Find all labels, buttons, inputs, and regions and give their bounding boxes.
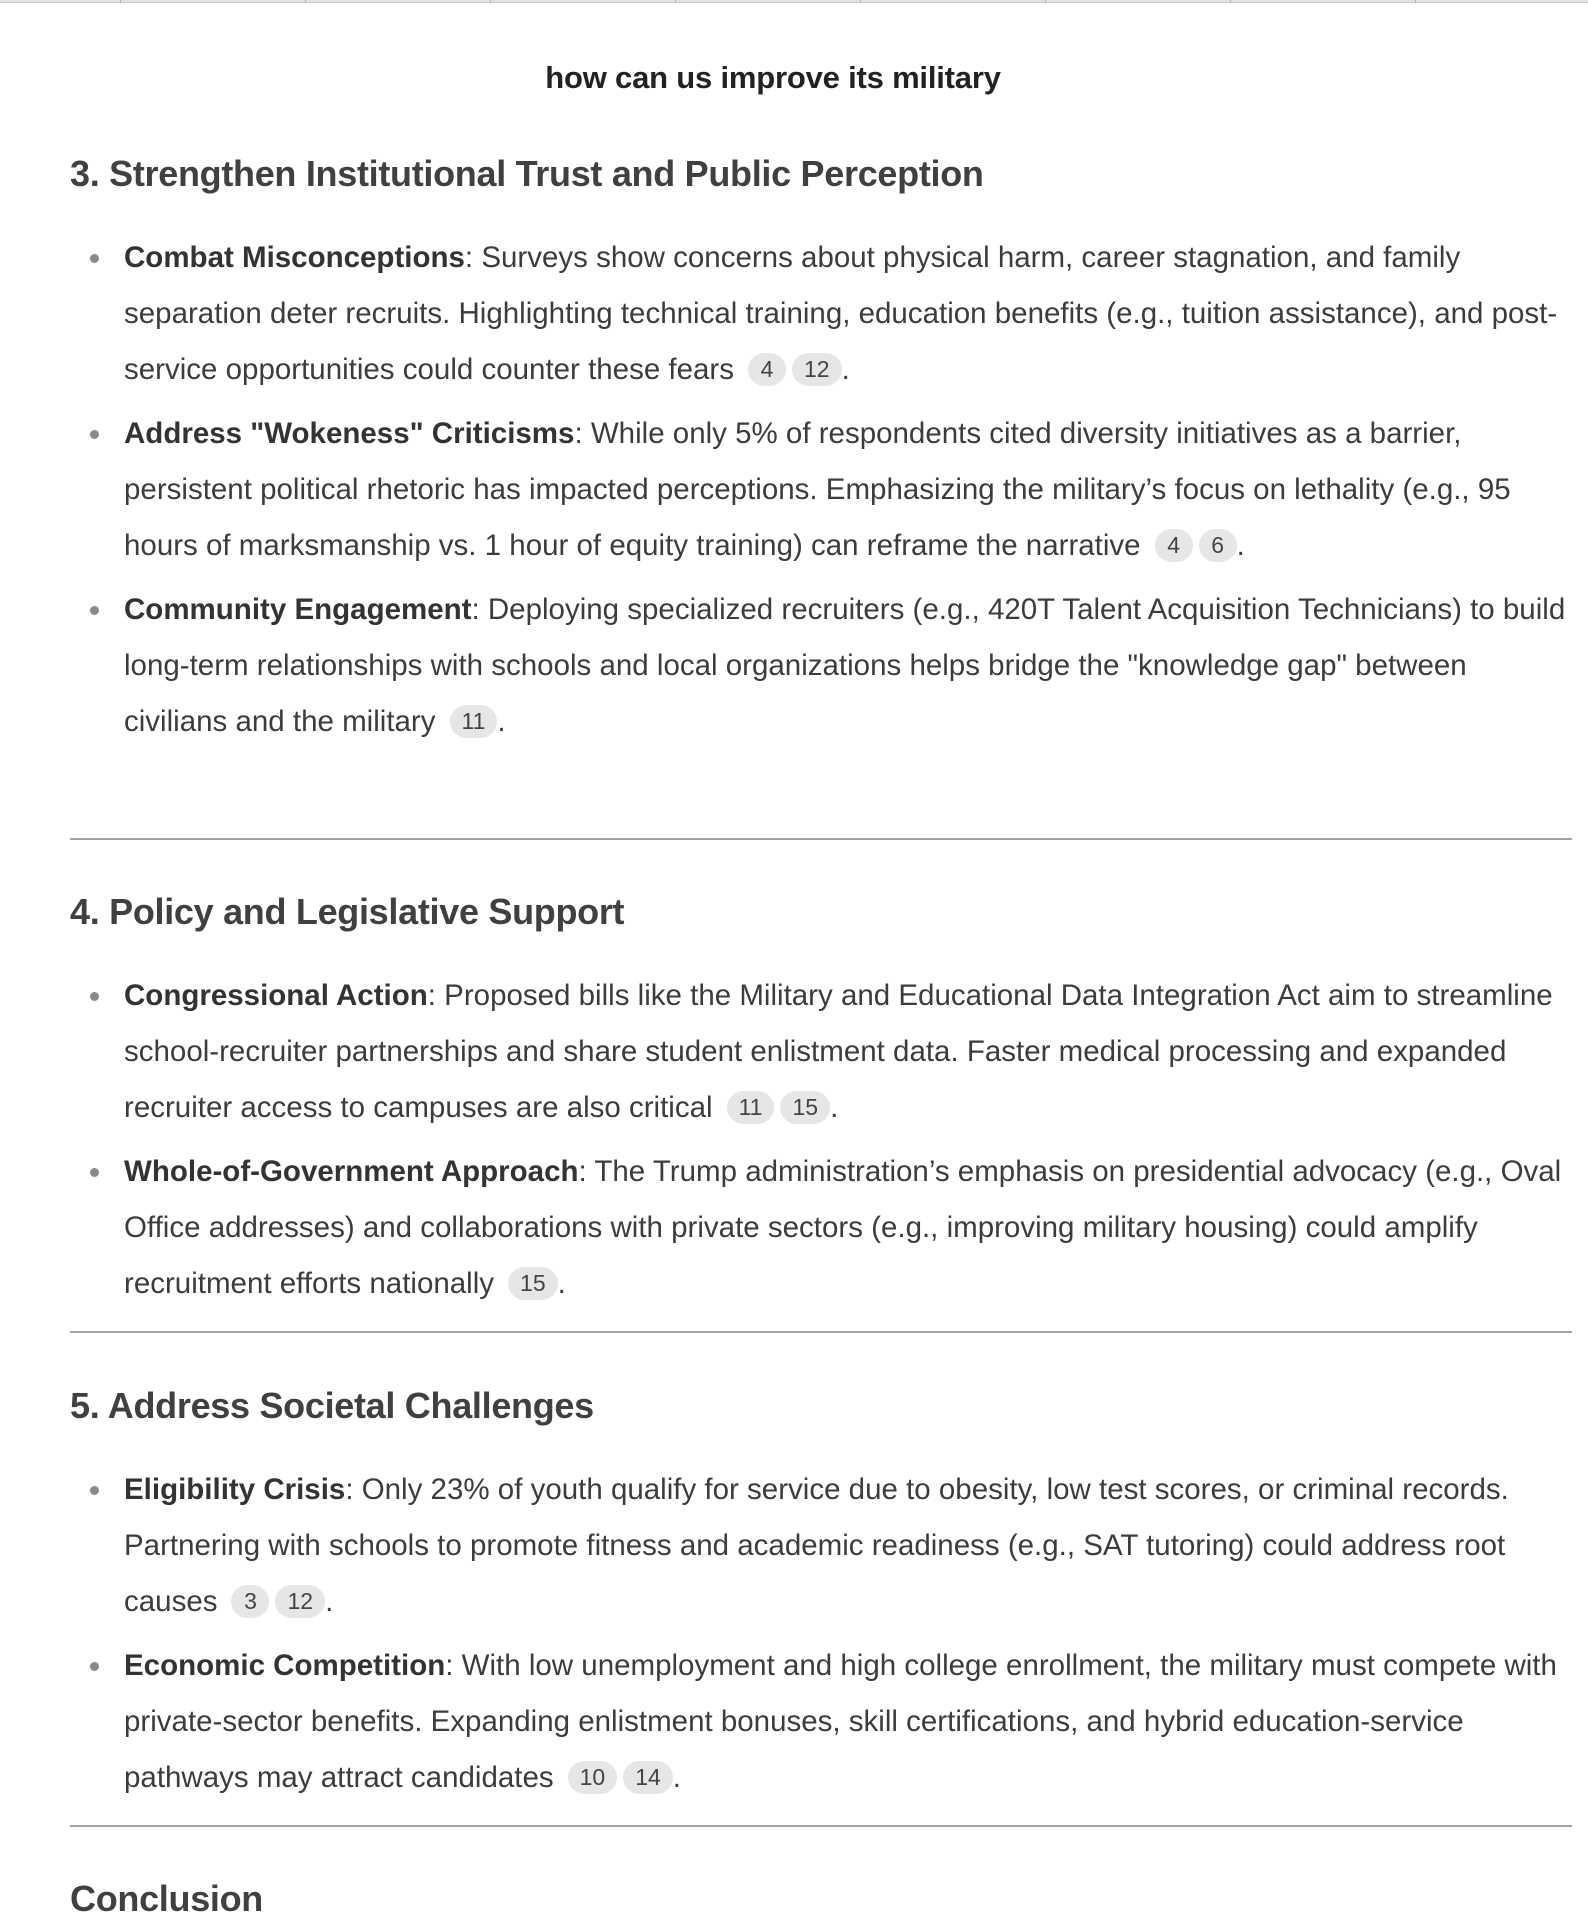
tab-divider bbox=[305, 0, 306, 3]
citation-badge[interactable]: 11 bbox=[450, 705, 498, 738]
item-lead: Combat Misconceptions bbox=[124, 241, 465, 274]
tab-divider bbox=[120, 0, 121, 3]
list-item bbox=[70, 1462, 1572, 1630]
item-text: : Surveys show concerns about physical harm, career stagnation, and family separation deter recruits. Highlighting technical training, education benefits (e.g., tuition assistance), and post-service opportunities could counter these fears bbox=[124, 241, 1558, 386]
tab-divider bbox=[675, 0, 676, 3]
bullet-dot-icon bbox=[90, 1168, 99, 1177]
bullet-list bbox=[70, 968, 1572, 1312]
citation-badge[interactable]: 12 bbox=[792, 353, 842, 386]
item-end: . bbox=[830, 1091, 839, 1124]
item-end: . bbox=[497, 705, 506, 738]
list-item bbox=[70, 968, 1572, 1136]
bullet-dot-icon bbox=[90, 606, 99, 615]
item-text: : Only 23% of youth qualify for service due to obesity, low test scores, or criminal records. Partnering with schools to promote fitness and academic readiness (e.g., SAT tutoring) could address root causes bbox=[124, 1473, 1509, 1618]
section-divider bbox=[70, 1825, 1572, 1827]
citation-badge[interactable]: 6 bbox=[1199, 529, 1237, 562]
item-text: : With low unemployment and high college enrollment, the military must compete with private-sector benefits. Expanding enlistment bonuses, skill certifications, and hybrid education-service pathways may attract candidates bbox=[124, 1649, 1557, 1794]
list-item bbox=[70, 1144, 1572, 1312]
section-divider bbox=[70, 838, 1572, 840]
bullet-dot-icon bbox=[90, 1662, 99, 1671]
bullet-dot-icon bbox=[90, 430, 99, 439]
section-societal-challenges bbox=[70, 1382, 1572, 1814]
bullet-dot-icon bbox=[90, 1486, 99, 1495]
citation-badge[interactable]: 3 bbox=[231, 1585, 269, 1618]
tab-divider bbox=[1045, 0, 1046, 3]
citation-badge[interactable]: 15 bbox=[508, 1267, 558, 1300]
item-text: : The Trump administration’s emphasis on presidential advocacy (e.g., Oval Office addresses) and collaborations with private sectors (e.g., improving military housing) could amplify recruitment efforts nationally bbox=[124, 1155, 1562, 1300]
item-end: . bbox=[557, 1267, 566, 1300]
section-conclusion bbox=[70, 1875, 1572, 1923]
item-text: : While only 5% of respondents cited diversity initiatives as a barrier, persistent political rhetoric has impacted perceptions. Emphasizing the military’s focus on lethality (e.g., 95 hours of marksmanship vs. 1 hour of equity training) can reframe the narrative bbox=[124, 417, 1511, 562]
bullet-list bbox=[70, 230, 1572, 750]
section-policy-support bbox=[70, 888, 1572, 1320]
citation-badge[interactable]: 11 bbox=[727, 1091, 775, 1124]
item-lead: Community Engagement bbox=[124, 593, 472, 626]
list-item bbox=[70, 582, 1572, 750]
list-item bbox=[70, 406, 1572, 574]
item-lead: Whole-of-Government Approach bbox=[124, 1155, 579, 1188]
item-end: . bbox=[841, 353, 850, 386]
citation-badge[interactable]: 4 bbox=[1155, 529, 1193, 562]
conversation-title: how can us improve its military bbox=[545, 60, 1001, 95]
citation-badge[interactable]: 4 bbox=[748, 353, 786, 386]
section-heading: Conclusion bbox=[70, 1878, 263, 1919]
section-institutional-trust bbox=[70, 150, 1572, 758]
bullet-list bbox=[70, 1462, 1572, 1806]
list-item bbox=[70, 230, 1572, 398]
bullet-dot-icon bbox=[90, 254, 99, 263]
top-tab-strip bbox=[0, 0, 1588, 3]
item-end: . bbox=[325, 1585, 334, 1618]
tab-divider bbox=[1230, 0, 1231, 3]
tab-divider bbox=[1415, 0, 1416, 3]
item-lead: Economic Competition bbox=[124, 1649, 446, 1682]
item-end: . bbox=[1236, 529, 1245, 562]
item-text: : Proposed bills like the Military and Educational Data Integration Act aim to streamline school-recruiter partnerships and share student enlistment data. Faster medical processing and expanded recruiter access to campuses are also critical bbox=[124, 979, 1553, 1124]
item-end: . bbox=[672, 1761, 681, 1794]
item-lead: Eligibility Crisis bbox=[124, 1473, 346, 1506]
item-lead: Address "Wokeness" Criticisms bbox=[124, 417, 575, 450]
citation-badge[interactable]: 12 bbox=[275, 1585, 325, 1618]
bullet-dot-icon bbox=[90, 992, 99, 1001]
tab-divider bbox=[490, 0, 491, 3]
item-lead: Congressional Action bbox=[124, 979, 428, 1012]
citation-badge[interactable]: 14 bbox=[623, 1761, 673, 1794]
item-text: : Deploying specialized recruiters (e.g., 420T Talent Acquisition Technicians) to build long-term relationships with schools and local organizations helps bridge the "knowledge gap" between civilians and the military bbox=[124, 593, 1566, 738]
section-heading: 5. Address Societal Challenges bbox=[70, 1385, 594, 1426]
section-heading: 4. Policy and Legislative Support bbox=[70, 891, 625, 932]
citation-badge[interactable]: 10 bbox=[568, 1761, 618, 1794]
section-heading: 3. Strengthen Institutional Trust and Public Perception bbox=[70, 153, 984, 194]
list-item bbox=[70, 1638, 1572, 1806]
citation-badge[interactable]: 15 bbox=[780, 1091, 830, 1124]
section-divider bbox=[70, 1331, 1572, 1333]
tab-divider bbox=[860, 0, 861, 3]
